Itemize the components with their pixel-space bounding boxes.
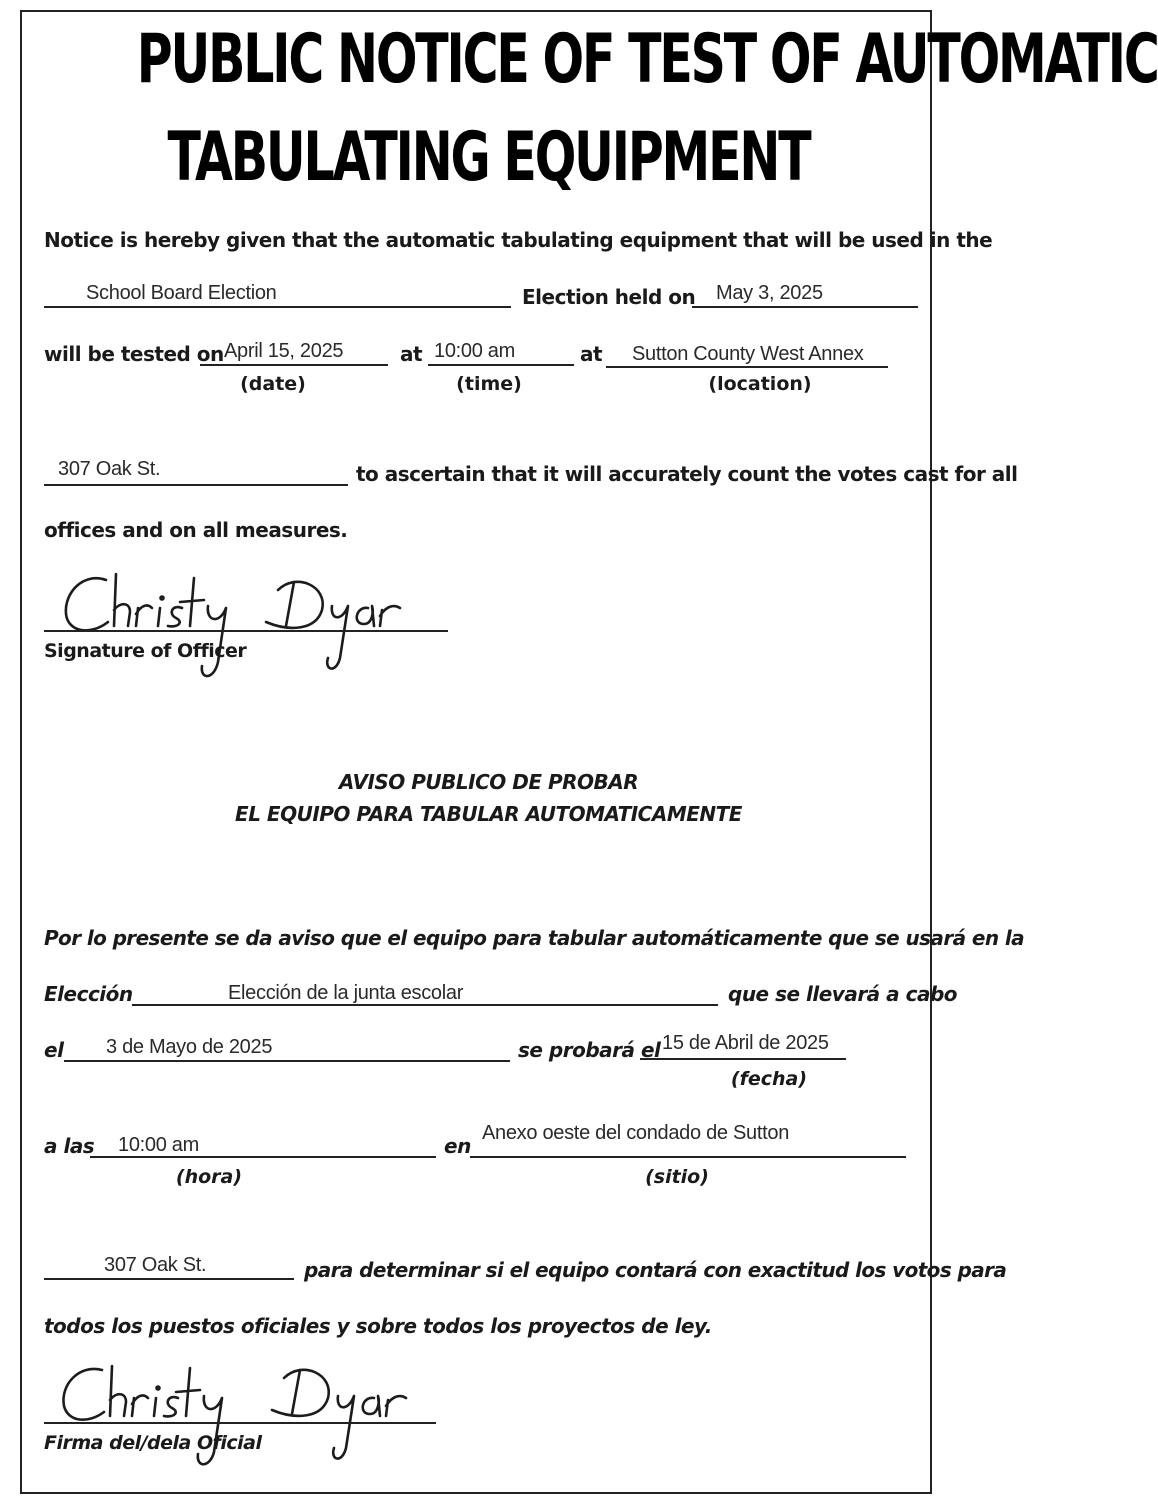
spanish-se-probara: se probará el [518, 1038, 661, 1062]
spanish-hora-label: (hora) [175, 1166, 243, 1188]
address-line [44, 484, 348, 486]
spanish-signature-line [44, 1422, 436, 1424]
english-ascertain: to ascertain that it will accurately count the votes cast for all [356, 462, 1018, 486]
spanish-el: el [44, 1038, 64, 1062]
spanish-election-date-line [64, 1060, 510, 1062]
spanish-todos: todos los puestos oficiales y sobre todos los proyectos de ley. [44, 1314, 712, 1338]
spanish-eleccion: Elección [44, 982, 133, 1006]
test-time-line [428, 364, 574, 366]
spanish-signature-image [56, 1356, 416, 1486]
spanish-election-date: 3 de Mayo de 2025 [106, 1036, 273, 1058]
english-intro: Notice is hereby given that the automatic tabulating equipment that will be used in the [44, 228, 993, 252]
english-test-date: April 15, 2025 [224, 340, 344, 362]
english-time-label: (time) [456, 373, 522, 395]
spanish-address: 307 Oak St. [104, 1254, 207, 1276]
english-will-be-tested-on: will be tested on [44, 342, 224, 366]
spanish-heading-2: EL EQUIPO PARA TABULAR AUTOMATICAMENTE [235, 802, 742, 826]
election-name-line [44, 306, 511, 308]
spanish-en: en [444, 1134, 471, 1158]
spanish-a-las: a las [44, 1134, 95, 1158]
notice-title-line1: PUBLIC NOTICE OF TEST OF AUTOMATIC [136, 20, 1158, 99]
english-signature-line [44, 630, 448, 632]
location-line [606, 366, 888, 368]
english-date-label: (date) [240, 373, 306, 395]
spanish-test-date: 15 de Abril de 2025 [662, 1032, 829, 1054]
spanish-signature-label: Firma del/dela Oficial [44, 1432, 262, 1454]
spanish-address-line [44, 1278, 294, 1280]
spanish-test-time: 10:00 am [118, 1134, 199, 1156]
spanish-election-name-line [132, 1004, 718, 1006]
english-signature-image [56, 562, 416, 692]
spanish-election-name: Elección de la junta escolar [228, 982, 464, 1004]
election-date-line [692, 306, 918, 308]
english-election-date: May 3, 2025 [716, 282, 823, 304]
english-election-name: School Board Election [86, 282, 277, 304]
spanish-location-line [470, 1156, 906, 1158]
english-location-label: (location) [708, 373, 812, 395]
english-signature-label: Signature of Officer [44, 640, 247, 662]
spanish-test-date-line [640, 1058, 846, 1060]
spanish-location: Anexo oeste del condado de Sutton [482, 1122, 790, 1144]
spanish-intro: Por lo presente se da aviso que el equipo para tabular automáticamente que se usará en la [44, 926, 1024, 950]
spanish-sitio-label: (sitio) [645, 1166, 709, 1188]
english-at-1: at [400, 342, 423, 366]
notice-title-line2: TABULATING EQUIPMENT [167, 118, 810, 197]
english-election-held-on: Election held on [522, 285, 696, 309]
english-test-time: 10:00 am [434, 340, 515, 362]
spanish-fecha-label: (fecha) [730, 1068, 808, 1090]
test-date-line [200, 364, 388, 366]
english-location: Sutton County West Annex [632, 343, 864, 365]
spanish-determinar: para determinar si el equipo contará con exactitud los votos para [304, 1258, 1007, 1282]
spanish-heading-1: AVISO PUBLICO DE PROBAR [338, 770, 639, 794]
english-at-2: at [580, 342, 603, 366]
english-offices: offices and on all measures. [44, 518, 348, 542]
spanish-que-se-llevara: que se llevará a cabo [728, 982, 958, 1006]
spanish-test-time-line [90, 1156, 436, 1158]
english-address: 307 Oak St. [58, 458, 161, 480]
